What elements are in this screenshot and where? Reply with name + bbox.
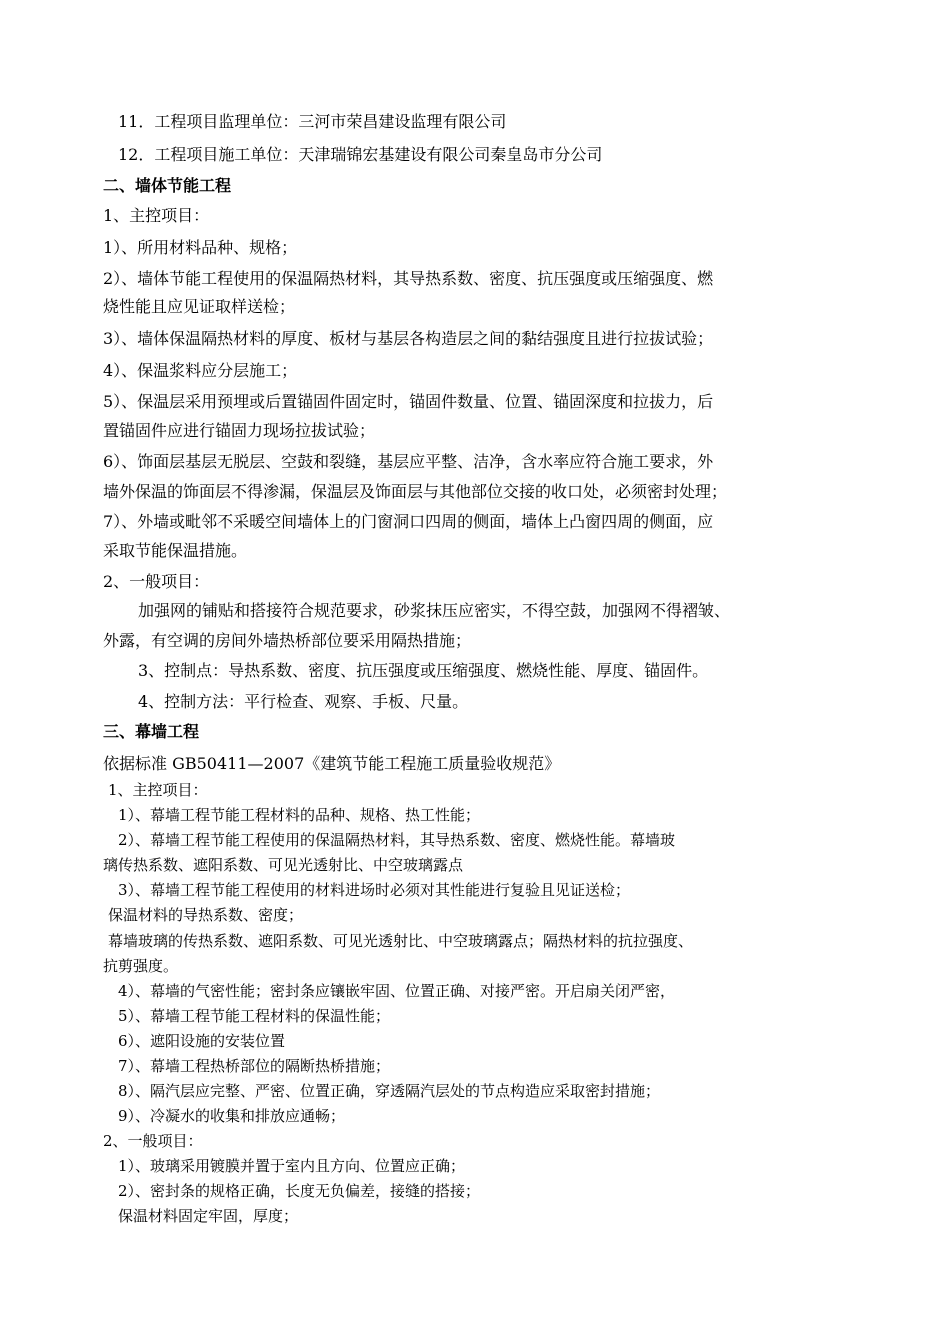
paragraph-continuation: 抗剪强度。 — [103, 957, 179, 975]
list-item: 1）、玻璃采用镀膜并置于室内且方向、位置应正确； — [118, 1157, 466, 1175]
standard-reference: 依据标准 GB50411—2007《建筑节能工程施工质量验收规范》 — [103, 754, 561, 773]
list-item: 4）、保温浆料应分层施工； — [103, 361, 298, 380]
list-item-continuation: 采取节能保温措施。 — [103, 541, 248, 560]
paragraph: 保温材料固定牢固，厚度； — [118, 1207, 299, 1225]
list-item: 5）、幕墙工程节能工程材料的保温性能； — [118, 1007, 391, 1025]
subheading-general-items: 2、一般项目： — [103, 572, 210, 591]
list-item: 6）、饰面层基层无脱层、空鼓和裂缝，基层应平整、洁净，含水率应符合施工要求，外 — [103, 452, 714, 471]
paragraph: 幕墙玻璃的传热系数、遮阳系数、可见光透射比、中空玻璃露点；隔热材料的抗拉强度、 — [108, 932, 694, 950]
list-item-continuation: 烧性能且应见证取样送检； — [103, 297, 296, 316]
list-item: 7）、外墙或毗邻不采暖空间墙体上的门窗洞口四周的侧面，墙体上凸窗四周的侧面，应 — [103, 512, 714, 531]
list-item: 2）、密封条的规格正确，长度无负偏差，接缝的搭接； — [118, 1182, 481, 1200]
section-heading-curtain-wall: 三、幕墙工程 — [103, 722, 200, 741]
list-item: 5）、保温层采用预埋或后置锚固件固定时，锚固件数量、位置、锚固深度和拉拔力，后 — [103, 392, 714, 411]
paragraph: 加强网的铺贴和搭接符合规范要求，砂浆抹压应密实，不得空鼓，加强网不得褶皱、 — [138, 601, 731, 620]
list-item: 2）、幕墙工程节能工程使用的保温隔热材料，其导热系数、密度、燃烧性能。幕墙玻 — [118, 831, 676, 849]
list-item: 3）、幕墙工程节能工程使用的材料进场时必须对其性能进行复验且见证送检； — [118, 881, 631, 899]
list-item: 8）、隔汽层应完整、严密、位置正确，穿透隔汽层处的节点构造应采取密封措施； — [118, 1082, 661, 1100]
subheading-main-items: 1、主控项目： — [108, 781, 208, 799]
list-item: 6）、遮阳设施的安装位置 — [118, 1032, 286, 1050]
list-item: 1）、幕墙工程节能工程材料的品种、规格、热工性能； — [118, 806, 481, 824]
control-points: 3、控制点：导热系数、密度、抗压强度或压缩强度、燃烧性能、厚度、锚固件。 — [138, 661, 709, 680]
project-supervision-unit: 11．工程项目监理单位：三河市荣昌建设监理有限公司 — [118, 112, 507, 131]
section-heading-wall: 二、墙体节能工程 — [103, 176, 232, 195]
control-methods: 4、控制方法：平行检查、观察、手板、尺量。 — [138, 692, 469, 711]
list-item: 4）、幕墙的气密性能；密封条应镶嵌牢固、位置正确、对接严密。开启扇关闭严密， — [118, 982, 676, 1000]
list-item: 2）、墙体节能工程使用的保温隔热材料，其导热系数、密度、抗压强度或压缩强度、燃 — [103, 269, 714, 288]
subheading-main-items: 1、主控项目： — [103, 206, 210, 225]
list-item-continuation: 璃传热系数、遮阳系数、可见光透射比、中空玻璃露点 — [103, 856, 464, 874]
paragraph-continuation: 外露，有空调的房间外墙热桥部位要采用隔热措施； — [103, 631, 472, 650]
paragraph: 保温材料的导热系数、密度； — [108, 906, 304, 924]
list-item: 9）、冷凝水的收集和排放应通畅； — [118, 1107, 346, 1125]
project-construction-unit: 12．工程项目施工单位：天津瑞锦宏基建设有限公司秦皇岛市分公司 — [118, 145, 603, 164]
list-item: 3）、墙体保温隔热材料的厚度、板材与基层各构造层之间的黏结强度且进行拉拔试验； — [103, 329, 714, 348]
list-item-continuation: 置锚固件应进行锚固力现场拉拔试验； — [103, 421, 376, 440]
list-item: 7）、幕墙工程热桥部位的隔断热桥措施； — [118, 1057, 391, 1075]
list-item: 1）、所用材料品种、规格； — [103, 238, 298, 257]
subheading-general-items: 2、一般项目： — [103, 1132, 203, 1150]
list-item-continuation: 墙外保温的饰面层不得渗漏，保温层及饰面层与其他部位交接的收口处，必须密封处理； — [103, 482, 728, 501]
